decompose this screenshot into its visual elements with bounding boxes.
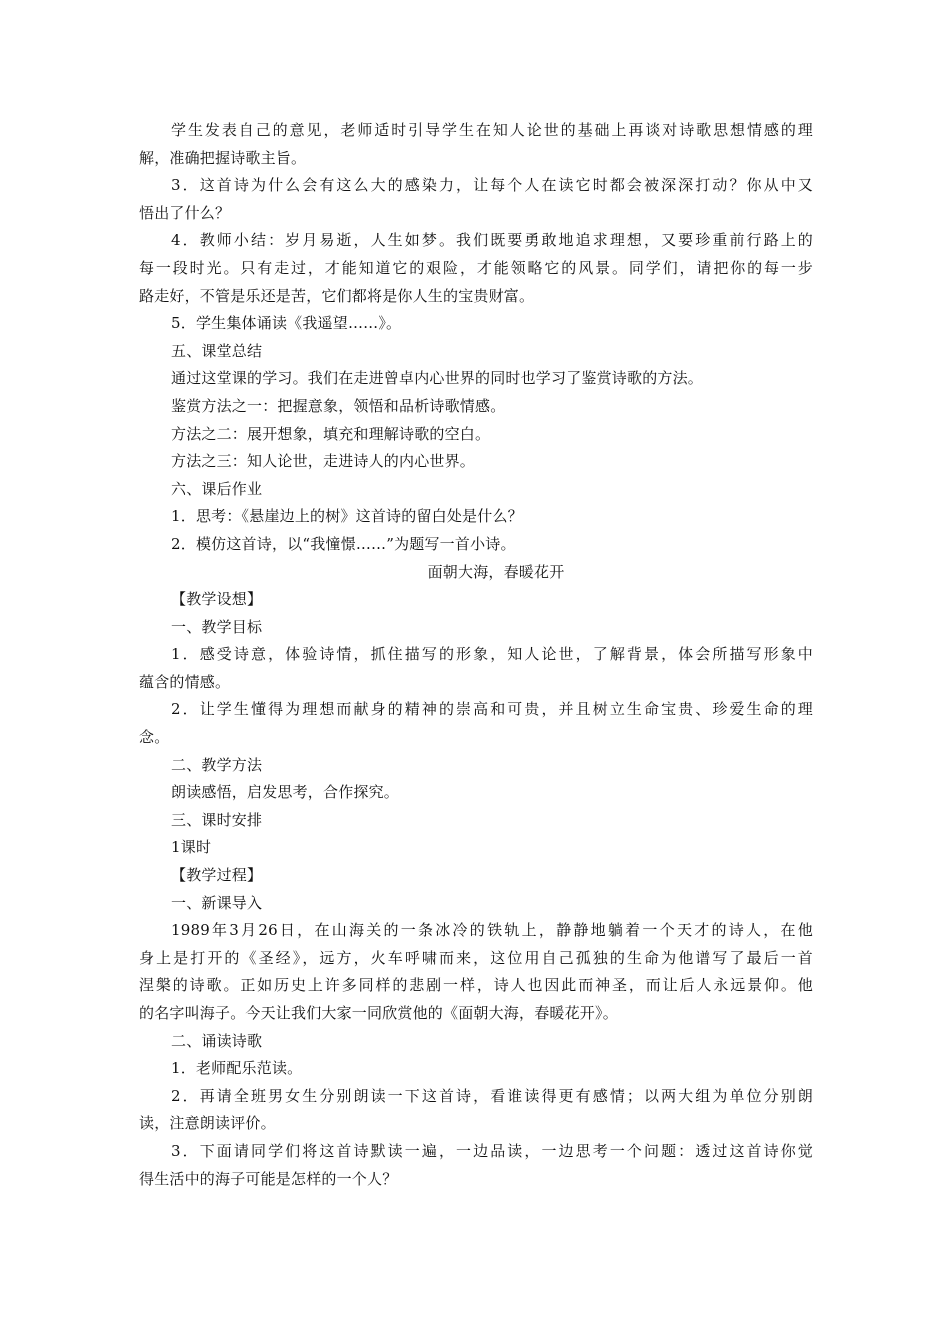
text-line: 1课时 (171, 838, 212, 857)
text-line: 1989年3月26日，在山海关的一条冰冷的铁轨上，静静地躺着一个天才的诗人，在他 (171, 921, 813, 940)
text-line: 1．老师配乐范读。 (171, 1059, 303, 1078)
text-line: 方法之二：展开想象，填充和理解诗歌的空白。 (171, 424, 491, 443)
text-line: 【教学设想】 (171, 590, 263, 609)
text-line: 学生发表自己的意见，老师适时引导学生在知人论世的基础上再谈对诗歌思想情感的理 (171, 121, 813, 139)
text-line: 2．让学生懂得为理想而献身的精神的崇高和可贵，并且树立生命宝贵、珍爱生命的理 (171, 700, 813, 719)
text-line: 方法之三：知人论世，走进诗人的内心世界。 (171, 452, 476, 471)
text-line: 念。 (139, 728, 170, 747)
text-line: 得生活中的海子可能是怎样的一个人？ (139, 1169, 398, 1188)
text-line: 2．再请全班男女生分别朗读一下这首诗，看谁读得更有感情；以两大组为单位分别朗 (171, 1086, 813, 1105)
text-line: 2．模仿这首诗，以“我憧憬……”为题写一首小诗。 (171, 534, 516, 553)
text-line: 3．下面请同学们将这首诗默读一遍，一边品读，一边思考一个问题：透过这首诗你觉 (171, 1141, 813, 1160)
text-line: 一、教学目标 (171, 617, 263, 636)
text-line: 身上是打开的《圣经》，远方，火车呼啸而来，这位用自己孤独的生命为他谱写了最后一首 (139, 948, 813, 967)
text-line: 五、课堂总结 (171, 341, 263, 360)
text-line: 二、教学方法 (171, 755, 263, 774)
text-line: 涅槃的诗歌。正如历史上许多同样的悲剧一样，诗人也因此而神圣，而让后人永远景仰。他 (139, 976, 813, 995)
text-line: 鉴赏方法之一：把握意象，领悟和品析诗歌情感。 (171, 396, 506, 415)
text-line: 5．学生集体诵读《我遥望……》。 (171, 314, 402, 333)
text-line: 朗读感悟，启发思考，合作探究。 (171, 783, 400, 802)
text-line: 的名字叫海子。今天让我们大家一同欣赏他的《面朝大海，春暖花开》。 (139, 1004, 618, 1022)
text-line: 每一段时光。只有走过，才能知道它的艰险，才能领略它的风景。同学们，请把你的每一步 (139, 258, 813, 277)
text-line: 路走好，不管是乐还是苦，它们都将是你人生的宝贵财富。 (139, 286, 535, 305)
text-line: 【教学过程】 (171, 866, 263, 885)
text-line: 3．这首诗为什么会有这么大的感染力，让每个人在读它时都会被深深打动？你从中又 (171, 176, 813, 195)
text-line: 读，注意朗读评价。 (139, 1114, 276, 1133)
document-page (139, 117, 813, 1193)
text-line: 通过这堂课的学习。我们在走进曾卓内心世界的同时也学习了鉴赏诗歌的方法。 (171, 369, 704, 388)
text-line: 二、诵读诗歌 (171, 1031, 263, 1050)
section-title: 面朝大海，春暖花开 (427, 562, 565, 581)
text-line: 1．感受诗意，体验诗情，抓住描写的形象，知人论世，了解背景，体会所描写形象中 (171, 645, 813, 664)
text-line: 1．思考：《悬崖边上的树》这首诗的留白处是什么？ (171, 507, 523, 526)
text-line: 一、新课导入 (171, 893, 263, 912)
text-line: 解，准确把握诗歌主旨。 (139, 148, 307, 167)
text-line: 悟出了什么？ (139, 203, 231, 222)
text-line: 六、课后作业 (171, 479, 263, 498)
text-line: 4．教师小结：岁月易逝，人生如梦。我们既要勇敢地追求理想，又要珍重前行路上的 (171, 231, 813, 250)
text-line: 蕴含的情感。 (139, 672, 231, 691)
text-line: 三、课时安排 (171, 810, 263, 829)
